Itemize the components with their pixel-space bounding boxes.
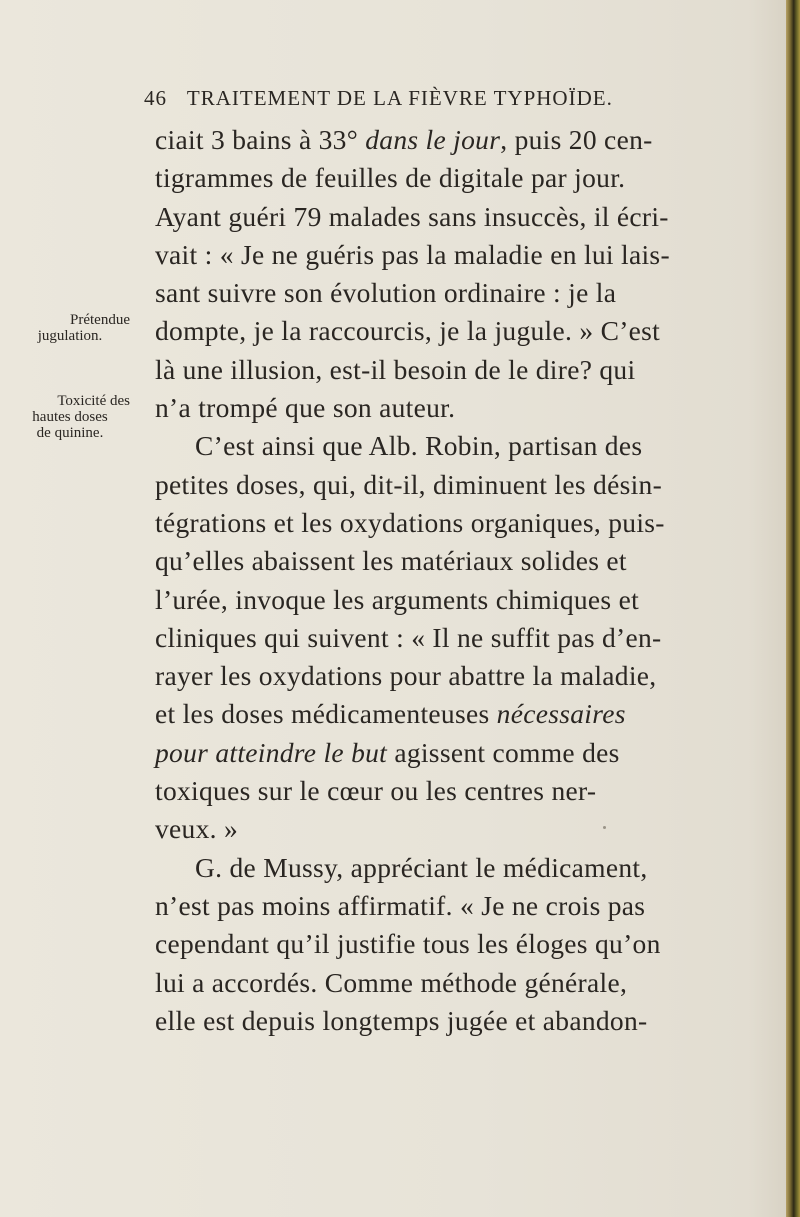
text-line: tigrammes de feuilles de digitale par jour. [155, 162, 626, 194]
running-title: TRAITEMENT DE LA FIÈVRE TYPHOÏDE. [186, 86, 613, 110]
text-line: lui a accordés. Comme méthode générale, [155, 966, 628, 998]
book-spine-edge [786, 0, 800, 1217]
text-line: vait : « Je ne guéris pas la maladie en lui lais- [155, 238, 670, 270]
text-line: l’urée, invoque les arguments chimiques et [155, 583, 640, 615]
text-line: dompte, je la raccourcis, je la jugule. » C’est [155, 315, 661, 347]
text-line: C’est ainsi que Alb. Robin, partisan des [195, 430, 643, 462]
running-header [144, 86, 664, 111]
text-line: ciait 3 bains à 33° dans le jour, puis 20 cen- [155, 124, 653, 155]
text-line: G. de Mussy, appréciant le médicament, [195, 851, 648, 883]
margin-note-jugulation [10, 312, 130, 344]
text-line: n’a trompé que son auteur. [155, 392, 456, 424]
margin-note-line: Prétendue [70, 312, 130, 328]
text-line: cependant qu’il justifie tous les éloges qu’on [155, 928, 661, 960]
text-line: cliniques qui suivent : « Il ne suffit pas d’en- [155, 621, 662, 653]
text-line: et les doses médicamenteuses nécessaires [155, 698, 626, 730]
margin-note-quinine [10, 393, 130, 441]
text-line: veux. » [155, 813, 239, 845]
text-line: pour atteindre le but agissent comme des [155, 736, 620, 768]
page-number: 46 [144, 86, 167, 110]
text-line: sant suivre son évolution ordinaire : je la [155, 277, 617, 309]
body-text [155, 121, 715, 1040]
text-line: tégrations et les oxydations organiques, puis- [155, 506, 665, 538]
text-line: elle est depuis longtemps jugée et abandon- [155, 1004, 648, 1036]
text-line: toxiques sur le cœur ou les centres ner- [155, 775, 597, 807]
text-line: petites doses, qui, dit-il, diminuent les désin- [155, 468, 663, 500]
text-line: là une illusion, est-il besoin de le dire? qui [155, 353, 636, 385]
text-line: qu’elles abaissent les matériaux solides et [155, 545, 627, 577]
margin-note-line: jugulation. [37, 328, 103, 344]
margin-note-line: de quinine. [36, 425, 104, 441]
margin-note-line: hautes doses [32, 409, 108, 425]
paper-speck [603, 826, 606, 829]
margin-note-line: Toxicité des [57, 393, 130, 409]
text-line: rayer les oxydations pour abattre la maladie, [155, 660, 657, 692]
text-line: Ayant guéri 79 malades sans insuccès, il écri- [155, 200, 669, 232]
text-line: n’est pas moins affirmatif. « Je ne crois pas [155, 889, 646, 921]
